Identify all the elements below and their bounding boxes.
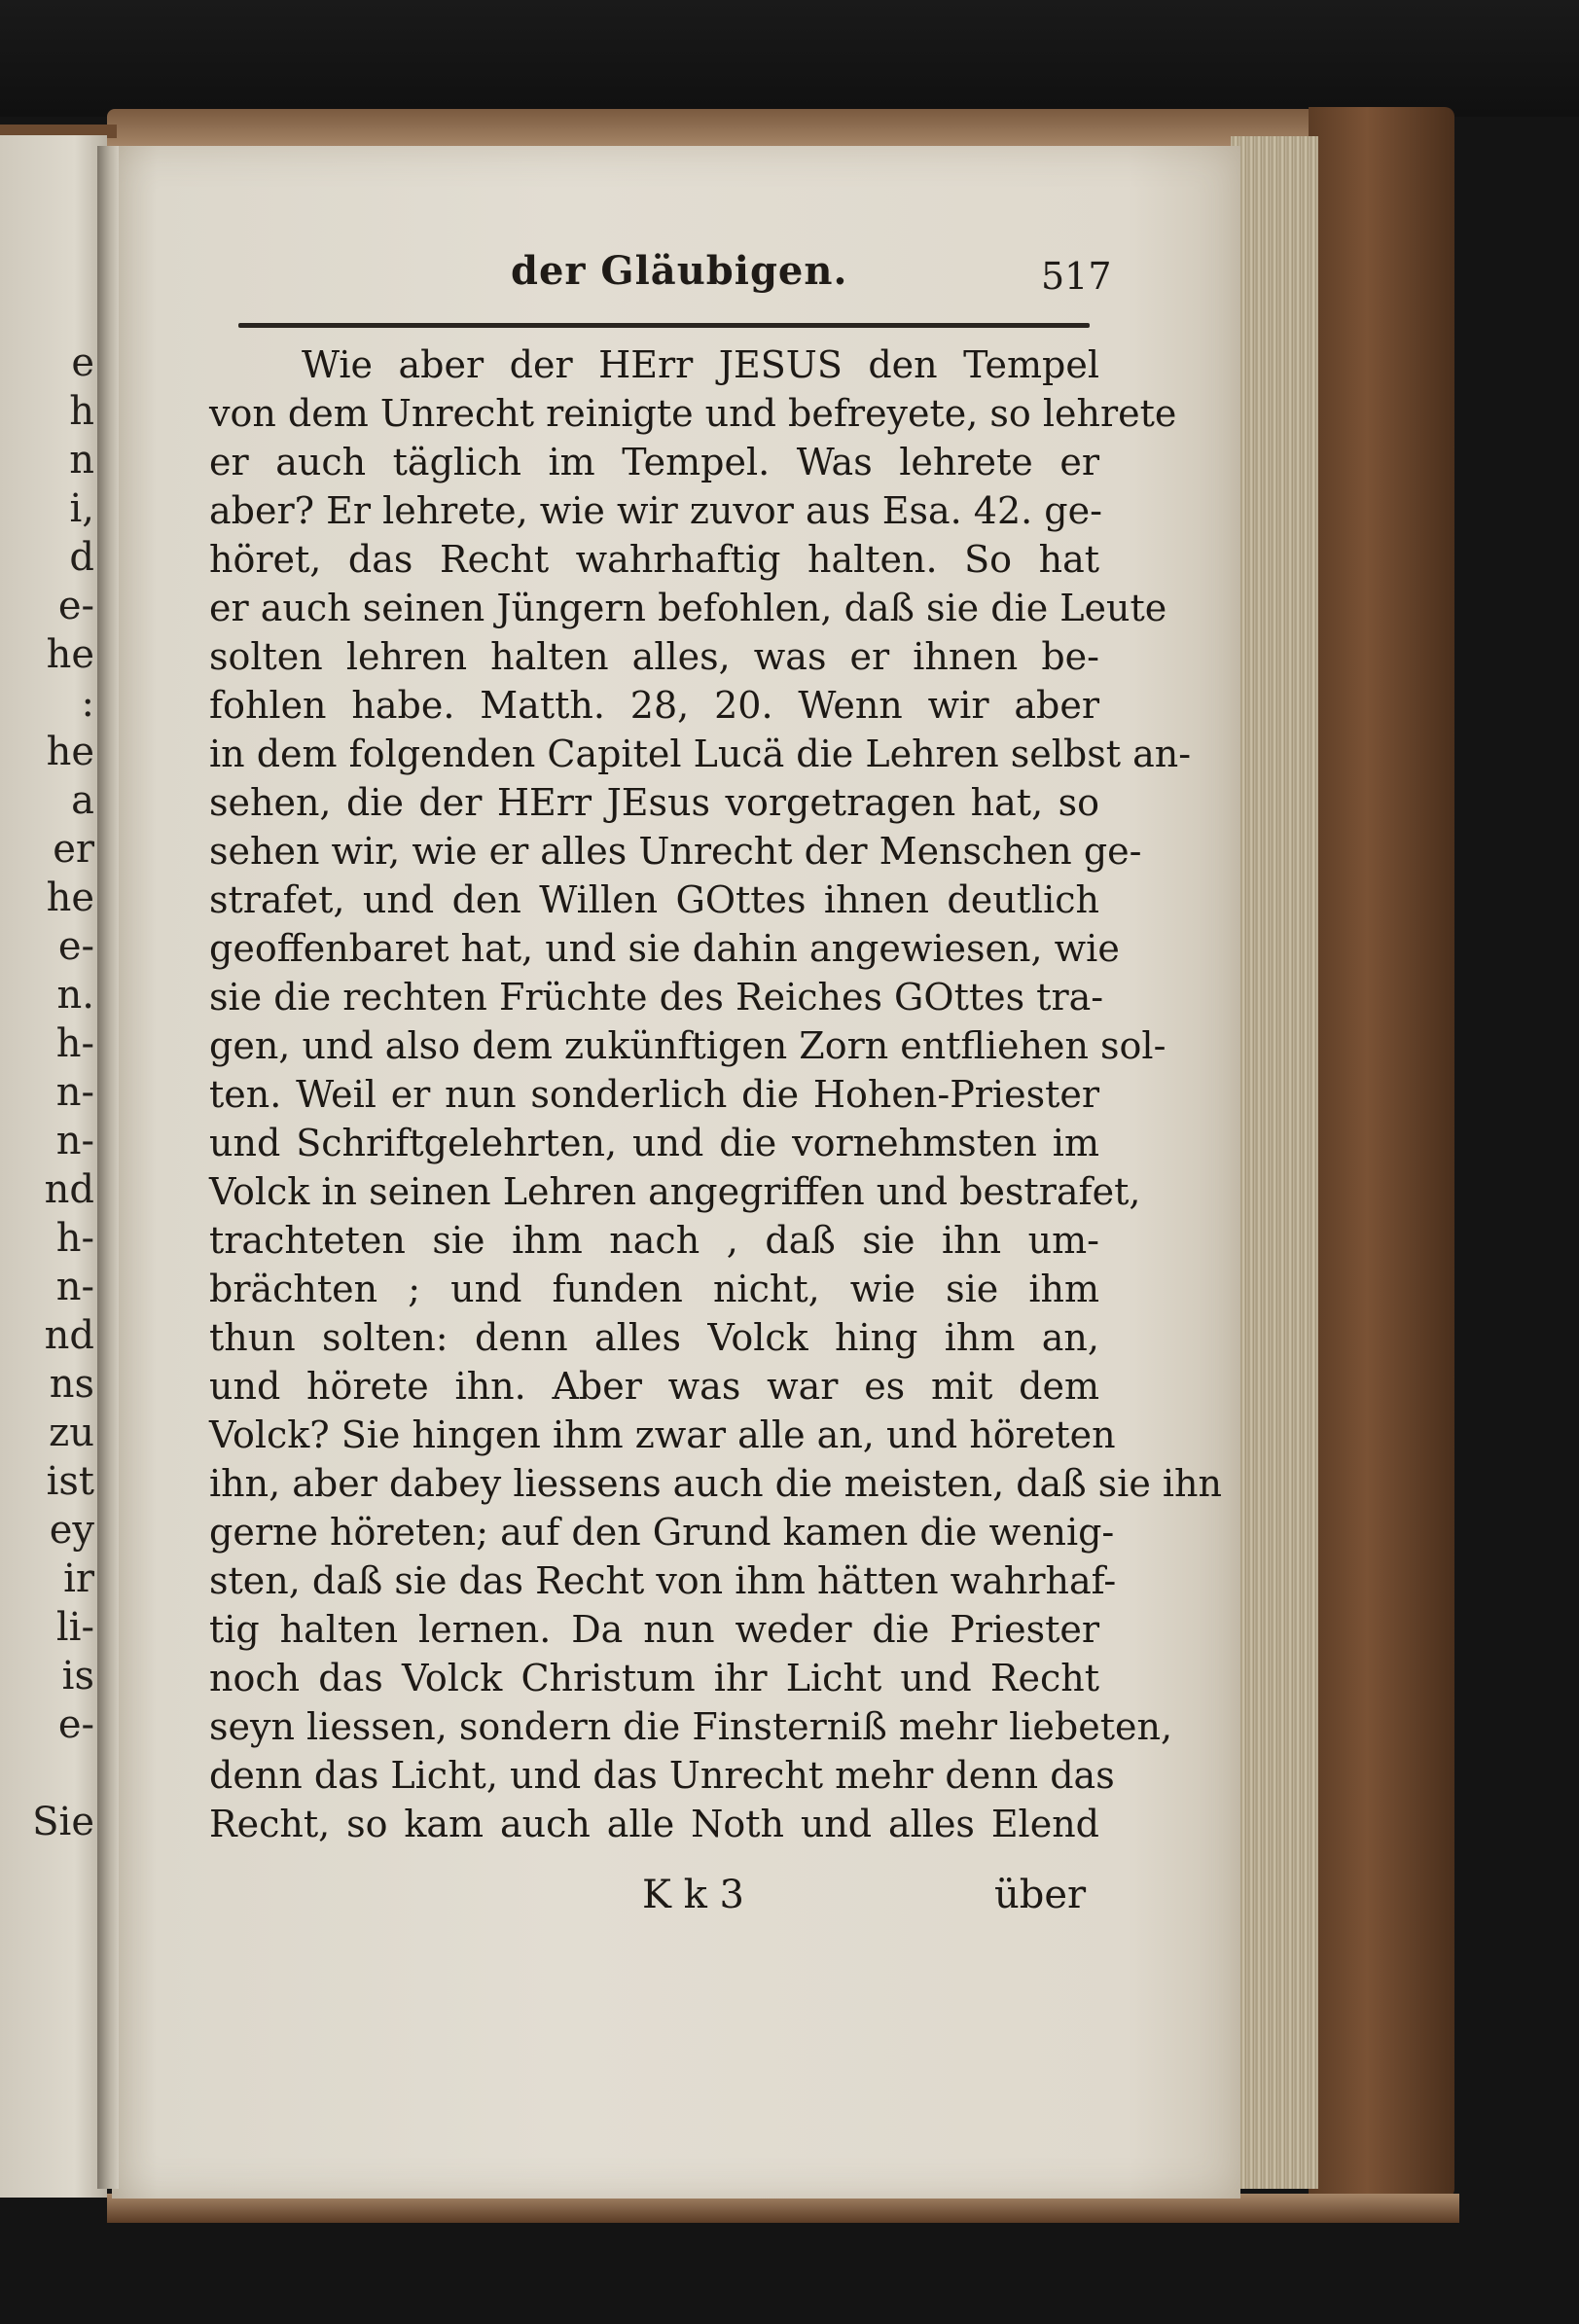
text-line: Recht, so kam auch alle Noth und alles Elend (209, 1803, 1099, 1845)
page-number: 517 (1041, 255, 1112, 298)
left-fragment: d (69, 535, 94, 580)
left-fragment: is (61, 1654, 94, 1698)
left-fragment: : (81, 681, 94, 726)
text-line: Volck? Sie hingen ihm zwar alle an, und höreten (209, 1413, 1116, 1456)
page-block-fore-edge (1231, 136, 1318, 2189)
text-line: sehen, die der HErr JEsus vorgetragen hat, so (209, 781, 1099, 824)
text-line: geoffenbaret hat, und sie dahin angewiesen, wie (209, 927, 1120, 970)
text-line: gen, und also dem zukünftigen Zorn entfliehen sol- (209, 1024, 1166, 1067)
left-fragment: he (46, 730, 94, 774)
text-line: und Schriftgelehrten, und die vornehmsten im (209, 1122, 1099, 1164)
text-line: höret, das Recht wahrhaftig halten. So hat (209, 538, 1099, 581)
left-fragment: he (46, 632, 94, 677)
left-fragment: Sie (32, 1800, 94, 1844)
text-line: er auch täglich im Tempel. Was lehrete er (209, 441, 1099, 483)
left-fragment: n (69, 438, 94, 483)
catchword: über (994, 1873, 1087, 1917)
text-line: brächten ; und funden nicht, wie sie ihm (209, 1268, 1099, 1310)
left-fragment: h- (55, 1216, 94, 1261)
text-line: solten lehren halten alles, was er ihnen be- (209, 635, 1099, 678)
dark-background (0, 0, 1579, 117)
text-line: strafet, und den Willen GOttes ihnen deutlich (209, 878, 1099, 921)
text-line: trachteten sie ihm nach , daß sie ihn um- (209, 1219, 1099, 1262)
left-fragment: e- (57, 924, 94, 969)
text-line: sehen wir, wie er alles Unrecht der Menschen ge- (209, 830, 1142, 873)
book-gutter (97, 146, 119, 2189)
left-fragment: n- (55, 1070, 94, 1115)
text-line: ten. Weil er nun sonderlich die Hohen-Priester (209, 1073, 1099, 1116)
text-line: Volck in seinen Lehren angegriffen und bestrafet, (209, 1170, 1141, 1213)
left-fragment: ir (63, 1556, 94, 1601)
text-line: sten, daß sie das Recht von ihm hätten wahrhaf- (209, 1559, 1117, 1602)
left-fragment: h (69, 389, 94, 434)
left-fragment: e (71, 340, 94, 385)
text-line: in dem folgenden Capitel Lucä die Lehren selbst an- (209, 733, 1192, 775)
left-fragment: er (53, 827, 94, 872)
printer-signature: K k 3 (642, 1873, 744, 1917)
text-line: aber? Er lehrete, wie wir zuvor aus Esa. 42. ge- (209, 489, 1102, 532)
left-fragment: n- (55, 1119, 94, 1163)
text-line: ihn, aber dabey liessens auch die meisten, daß sie ihn (209, 1462, 1222, 1505)
running-head: der Gläubigen. (511, 248, 848, 294)
left-fragment: zu (49, 1411, 94, 1455)
left-fragment: h- (55, 1021, 94, 1066)
book-cover-right-edge (1309, 107, 1454, 2199)
text-line: von dem Unrecht reinigte und befreyete, so lehrete (209, 392, 1177, 435)
header-rule (238, 323, 1090, 328)
left-fragment: ey (49, 1508, 94, 1553)
text-line: gerne höreten; auf den Grund kamen die wenig- (209, 1511, 1115, 1554)
left-fragment: ist (46, 1459, 94, 1504)
text-line: thun solten: denn alles Volck hing ihm an, (209, 1316, 1099, 1359)
left-fragment: n. (56, 973, 94, 1018)
left-fragment: n- (55, 1265, 94, 1309)
left-fragment: e- (57, 584, 94, 628)
text-line: noch das Volck Christum ihr Licht und Recht (209, 1657, 1099, 1699)
text-line: denn das Licht, und das Unrecht mehr denn das (209, 1754, 1115, 1797)
left-fragment: a (71, 778, 94, 823)
book-cover-top-edge (107, 109, 1372, 148)
left-fragment: nd (44, 1167, 94, 1212)
text-line: fohlen habe. Matth. 28, 20. Wenn wir aber (209, 684, 1099, 727)
left-fragment: nd (44, 1313, 94, 1358)
text-line: er auch seinen Jüngern befohlen, daß sie die Leute (209, 587, 1167, 629)
text-line: sie die rechten Früchte des Reiches GOttes tra- (209, 976, 1104, 1019)
text-line: und hörete ihn. Aber was war es mit dem (209, 1365, 1099, 1408)
left-fragment: i, (69, 486, 94, 531)
left-fragment: li- (55, 1605, 94, 1650)
text-line: Wie aber der HErr JESUS den Tempel (302, 343, 1099, 386)
text-line: seyn liessen, sondern die Finsterniß mehr liebeten, (209, 1705, 1173, 1748)
left-fragment: e- (57, 1702, 94, 1747)
text-line: tig halten lernen. Da nun weder die Priester (209, 1608, 1099, 1651)
left-fragment: he (46, 876, 94, 920)
left-fragment: ns (49, 1362, 94, 1407)
